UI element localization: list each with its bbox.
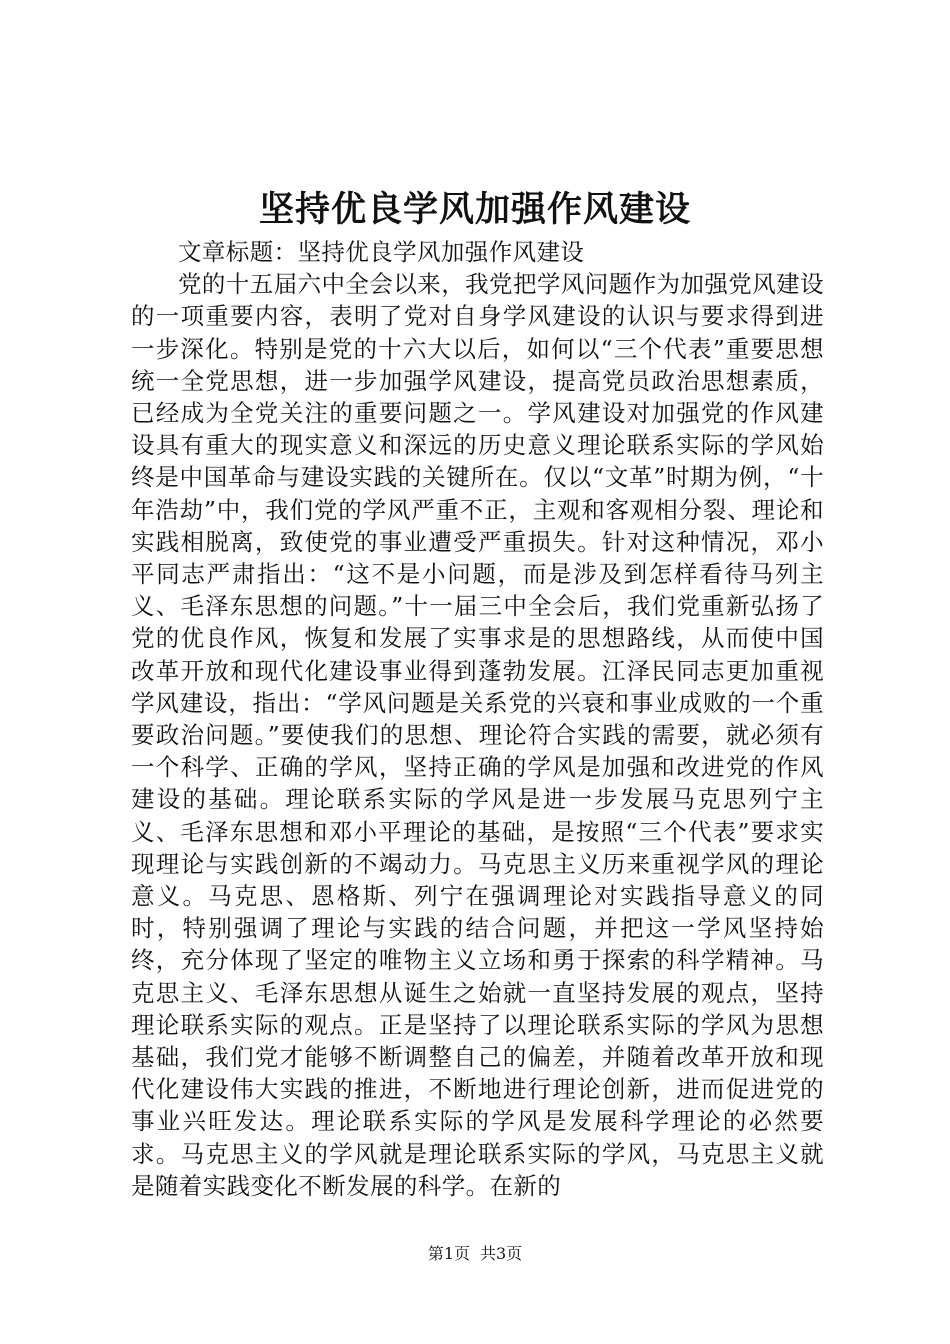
- article-title-line: 文章标题：坚持优良学风加强作风建设: [178, 238, 585, 266]
- page-footer: [0, 1243, 950, 1265]
- document-title: 坚持优良学风加强作风建设: [258, 189, 691, 230]
- document-body: [131, 236, 824, 1202]
- body-paragraph: 党的十五届六中全会以来，我党把学风问题作为加强党风建设的一项重要内容，表明了党对自身学风建设的认识与要求得到进一步深化。特别是党的十六大以后，如何以“三个代表”重要思想统一全党思想，进一步加强学风建设，提高党员政治思想素质，已经成为全党关注的重要问题之一。学风建设对加强党的作风建设具有重大的现实意义和深远的历史意义理论联系实际的学风始终是中国革命与建设实践的关键所在。仅以“文革”时期为例，“十年浩劫”中，我们党的学风严重不正，主观和客观相分裂、理论和实践相脱离，致使党的事业遭受严重损失。针对这种情况，邓小平同志严肃指出：“这不是小问题，而是涉及到怎样看待马列主义、毛泽东思想的问题。”十一届三中全会后，我们党重新弘扬了党的优良作风，恢复和发展了实事求是的思想路线，从而使中国改革开放和现代化建设事业得到蓬勃发展。江泽民同志更加重视学风建设，指出：“学风问题是关系党的兴衰和事业成败的一个重要政治问题。”要使我们的思想、理论符合实践的需要，就必须有一个科学、正确的学风，坚持正确的学风是加强和改进党的作风建设的基础。理论联系实际的学风是进一步发展马克思列宁主义、毛泽东思想和邓小平理论的基础，是按照“三个代表”要求实现理论与实践创新的不竭动力。马克思主义历来重视学风的理论意义。马克思、恩格斯、列宁在强调理论对实践指导意义的同时，特别强调了理论与实践的结合问题，并把这一学风坚持始终，充分体现了坚定的唯物主义立场和勇于探索的科学精神。马克思主义、毛泽东思想从诞生之始就一直坚持发展的观点，坚持理论联系实际的观点。正是坚持了以理论联系实际的学风为思想基础，我们党才能够不断调整自己的偏差，并随着改革开放和现代化建设伟大实践的推进，不断地进行理论创新，进而促进党的事业兴旺发达。理论联系实际的学风是发展科学理论的必然要求。马克思主义的学风就是理论联系实际的学风，马克思主义就是随着实践变化不断发展的科学。在新的: [131, 270, 824, 1200]
- page-number: 第1页: [427, 1244, 470, 1263]
- page-total: 共3页: [480, 1244, 523, 1263]
